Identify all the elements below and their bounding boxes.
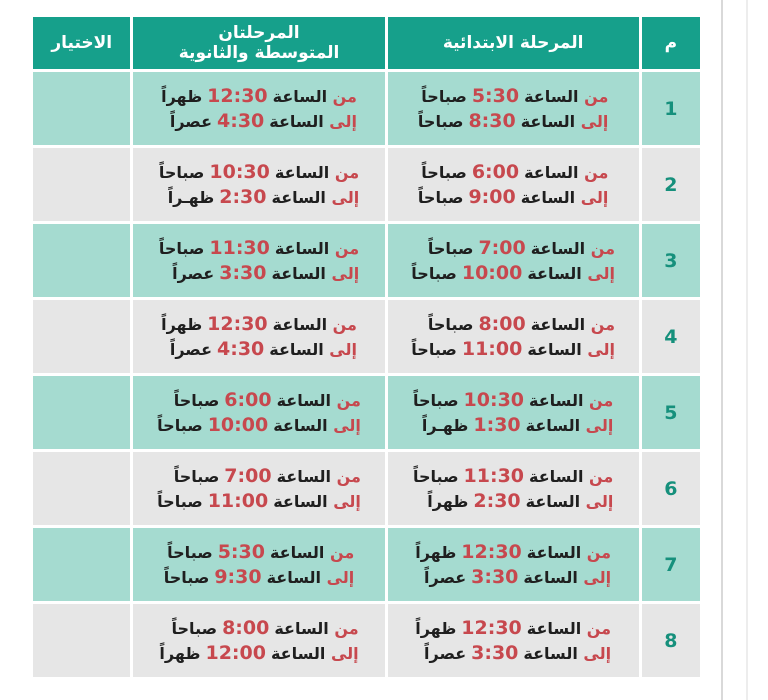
from-word: من <box>589 390 614 410</box>
to-period: صباحاً <box>157 415 203 435</box>
primary-cell <box>388 72 639 145</box>
from-time: 11:30 <box>463 464 525 487</box>
hour-word: الساعة <box>274 238 330 258</box>
to-time: 1:30 <box>473 413 521 436</box>
from-word: من <box>334 162 360 182</box>
primary-cell <box>388 528 639 601</box>
time-range <box>413 388 613 438</box>
to-line <box>164 565 355 590</box>
to-word: إلى <box>580 111 609 131</box>
hour-word: الساعة <box>530 238 586 258</box>
to-time: 10:00 <box>461 261 523 284</box>
to-period: عصراً <box>172 263 215 283</box>
to-word: إلى <box>333 491 361 511</box>
from-line <box>418 160 609 185</box>
hour-word: الساعة <box>269 542 325 562</box>
from-word: من <box>584 162 609 182</box>
from-line <box>157 388 361 413</box>
from-time: 10:30 <box>463 388 525 411</box>
from-line <box>413 388 613 413</box>
hour-word: الساعة <box>529 390 584 410</box>
primary-cell <box>388 300 639 373</box>
time-range <box>161 312 357 362</box>
time-range <box>157 388 361 438</box>
to-time: 4:30 <box>217 109 265 132</box>
row-number: 4 <box>642 300 700 373</box>
hour-word: الساعة <box>273 415 328 435</box>
from-time: 6:00 <box>224 388 272 411</box>
from-time: 5:30 <box>471 84 520 107</box>
header-secondary-line1: المرحلتان <box>218 23 300 43</box>
page-edge-line <box>721 0 723 700</box>
primary-cell <box>388 452 639 525</box>
to-word: إلى <box>585 491 614 511</box>
to-line <box>161 109 357 134</box>
to-period: عصراً <box>169 339 212 359</box>
from-period: صباحاً <box>158 238 205 258</box>
hour-word: الساعة <box>274 162 330 182</box>
from-time: 5:30 <box>217 540 265 563</box>
choice-cell[interactable] <box>33 376 130 449</box>
to-line <box>413 413 613 438</box>
to-period: صباحاً <box>411 339 457 359</box>
header-secondary-line2: المتوسطة والثانوية <box>178 43 340 63</box>
to-time: 2:30 <box>473 489 521 512</box>
primary-cell <box>388 224 639 297</box>
choice-cell[interactable] <box>33 72 130 145</box>
secondary-cell <box>133 528 384 601</box>
choice-cell[interactable] <box>33 604 130 677</box>
hour-word: الساعة <box>272 314 328 334</box>
from-word: من <box>586 542 612 562</box>
choice-cell[interactable] <box>33 452 130 525</box>
from-word: من <box>334 238 360 258</box>
to-time: 10:00 <box>207 413 269 436</box>
to-word: إلى <box>587 263 616 283</box>
from-word: من <box>334 618 359 638</box>
time-range <box>415 540 611 590</box>
from-line <box>415 540 611 565</box>
from-time: 8:00 <box>222 616 270 639</box>
to-line <box>159 641 358 666</box>
from-time: 7:00 <box>478 236 526 259</box>
from-period: صباحاً <box>171 618 218 638</box>
from-word: من <box>586 618 612 638</box>
to-time: 2:30 <box>219 185 267 208</box>
header-primary: المرحلة الابتدائية <box>388 17 639 69</box>
hour-word: الساعة <box>266 567 321 587</box>
primary-cell <box>388 148 639 221</box>
to-period: ظهراً <box>159 643 201 663</box>
to-word: إلى <box>329 339 357 359</box>
from-word: من <box>590 314 616 334</box>
to-line <box>413 489 613 514</box>
hour-word: الساعة <box>270 643 326 663</box>
to-word: إلى <box>580 187 609 207</box>
primary-cell <box>388 376 639 449</box>
time-range <box>418 84 609 134</box>
from-word: من <box>336 466 361 486</box>
to-word: إلى <box>331 263 360 283</box>
from-line <box>159 236 359 261</box>
from-time: 12:30 <box>461 540 522 563</box>
from-time: 10:30 <box>209 160 270 183</box>
hour-word: الساعة <box>520 111 576 131</box>
from-period: صباحاً <box>173 466 220 486</box>
from-word: من <box>589 466 614 486</box>
hour-word: الساعة <box>525 415 581 435</box>
to-line <box>157 413 361 438</box>
secondary-cell <box>133 72 384 145</box>
choice-cell[interactable] <box>33 224 130 297</box>
to-period: صباحاً <box>417 111 464 131</box>
to-time: 11:00 <box>461 337 523 360</box>
to-time: 9:00 <box>468 185 516 208</box>
to-line <box>415 641 611 666</box>
to-time: 3:30 <box>219 261 267 284</box>
to-period: صباحاً <box>163 567 210 587</box>
from-time: 12:30 <box>207 312 268 335</box>
from-line <box>413 464 613 489</box>
to-period: عصراً <box>424 643 467 663</box>
to-period: صباحاً <box>417 187 464 207</box>
to-word: إلى <box>585 415 614 435</box>
table-row <box>33 300 700 373</box>
table-row <box>33 72 700 145</box>
hour-word: الساعة <box>271 263 326 283</box>
secondary-cell <box>133 604 384 677</box>
from-period: صباحاً <box>421 162 467 182</box>
to-time: 9:30 <box>214 565 262 588</box>
to-period: صباحاً <box>157 491 203 511</box>
from-time: 11:30 <box>209 236 270 259</box>
hour-word: الساعة <box>271 187 326 207</box>
to-line <box>161 337 357 362</box>
hour-word: الساعة <box>524 162 579 182</box>
to-period: ظهـراً <box>167 187 215 207</box>
hour-word: الساعة <box>527 339 582 359</box>
secondary-cell <box>133 148 384 221</box>
schedule-body <box>33 72 700 677</box>
to-line <box>411 337 615 362</box>
header-row <box>33 17 700 69</box>
from-time: 8:00 <box>478 312 526 335</box>
time-range <box>411 312 615 362</box>
to-time: 11:00 <box>207 489 269 512</box>
to-word: إلى <box>329 111 357 131</box>
time-range <box>413 464 613 514</box>
from-period: صباحاً <box>421 86 467 106</box>
to-word: إلى <box>583 567 612 587</box>
secondary-cell <box>133 224 384 297</box>
to-line <box>411 261 615 286</box>
from-time: 12:30 <box>461 616 522 639</box>
from-line <box>159 616 358 641</box>
primary-cell <box>388 604 639 677</box>
from-period: صباحاً <box>158 162 205 182</box>
row-number: 7 <box>642 528 700 601</box>
from-word: من <box>590 238 616 258</box>
header-number: م <box>642 17 700 69</box>
header-choice: الاختيار <box>33 17 130 69</box>
from-word: من <box>584 86 609 106</box>
from-word: من <box>332 86 357 106</box>
to-line <box>418 109 609 134</box>
hour-word: الساعة <box>525 491 581 511</box>
row-number: 6 <box>642 452 700 525</box>
from-time: 12:30 <box>207 84 268 107</box>
hour-word: الساعة <box>269 111 324 131</box>
hour-word: الساعة <box>274 618 329 638</box>
table-row <box>33 528 700 601</box>
secondary-cell <box>133 300 384 373</box>
from-word: من <box>329 542 355 562</box>
secondary-cell <box>133 376 384 449</box>
to-time: 3:30 <box>471 641 519 664</box>
to-line <box>159 261 359 286</box>
from-line <box>415 616 611 641</box>
from-line <box>411 236 615 261</box>
hour-word: الساعة <box>530 314 586 334</box>
hour-word: الساعة <box>269 339 324 359</box>
time-range <box>157 464 361 514</box>
hour-word: الساعة <box>524 86 579 106</box>
from-period: صباحاً <box>412 466 459 486</box>
time-range <box>159 160 359 210</box>
from-line <box>164 540 355 565</box>
hour-word: الساعة <box>527 263 582 283</box>
time-range <box>159 236 359 286</box>
table-row <box>33 376 700 449</box>
from-period: صباحاً <box>167 542 213 562</box>
hour-word: الساعة <box>523 567 578 587</box>
table-row <box>33 224 700 297</box>
to-word: إلى <box>331 187 360 207</box>
to-word: إلى <box>330 643 359 663</box>
row-number: 3 <box>642 224 700 297</box>
time-range <box>411 236 615 286</box>
to-word: إلى <box>587 339 616 359</box>
to-time: 4:30 <box>217 337 265 360</box>
choice-cell[interactable] <box>33 528 130 601</box>
to-period: ظهـراً <box>421 415 469 435</box>
to-line <box>415 565 611 590</box>
row-number: 5 <box>642 376 700 449</box>
time-range <box>418 160 609 210</box>
secondary-cell <box>133 452 384 525</box>
choice-cell[interactable] <box>33 300 130 373</box>
time-range <box>164 540 355 590</box>
from-period: صباحاً <box>173 390 220 410</box>
schedule-table <box>30 14 703 680</box>
hour-word: الساعة <box>273 491 328 511</box>
table-row <box>33 148 700 221</box>
to-word: إلى <box>583 643 612 663</box>
time-range <box>159 616 358 666</box>
from-word: من <box>332 314 357 334</box>
from-period: صباحاً <box>412 390 459 410</box>
hour-word: الساعة <box>529 466 584 486</box>
from-period: صباحاً <box>427 238 474 258</box>
from-line <box>161 84 357 109</box>
to-period: عصراً <box>424 567 467 587</box>
from-line <box>418 84 609 109</box>
from-period: ظهراً <box>161 314 203 334</box>
from-time: 6:00 <box>471 160 520 183</box>
hour-word: الساعة <box>526 618 582 638</box>
header-secondary <box>133 17 384 69</box>
choice-cell[interactable] <box>33 148 130 221</box>
hour-word: الساعة <box>523 643 578 663</box>
to-time: 12:00 <box>205 641 266 664</box>
row-number: 1 <box>642 72 700 145</box>
hour-word: الساعة <box>526 542 582 562</box>
hour-word: الساعة <box>276 466 331 486</box>
to-period: عصراً <box>169 111 212 131</box>
table-row <box>33 604 700 677</box>
row-number: 2 <box>642 148 700 221</box>
page-edge-line-outer <box>746 0 748 700</box>
to-line <box>159 185 359 210</box>
from-period: صباحاً <box>427 314 474 334</box>
from-period: ظهراً <box>415 542 457 562</box>
time-range <box>415 616 611 666</box>
hour-word: الساعة <box>272 86 328 106</box>
from-line <box>161 312 357 337</box>
hour-word: الساعة <box>520 187 576 207</box>
to-period: ظهراً <box>427 491 469 511</box>
from-period: ظهراً <box>161 86 203 106</box>
to-period: صباحاً <box>411 263 457 283</box>
from-line <box>157 464 361 489</box>
to-line <box>157 489 361 514</box>
hour-word: الساعة <box>276 390 331 410</box>
from-time: 7:00 <box>224 464 272 487</box>
from-word: من <box>336 390 361 410</box>
from-line <box>411 312 615 337</box>
row-number: 8 <box>642 604 700 677</box>
to-word: إلى <box>333 415 361 435</box>
from-period: ظهراً <box>415 618 457 638</box>
table-row <box>33 452 700 525</box>
to-time: 3:30 <box>471 565 519 588</box>
time-range <box>161 84 357 134</box>
to-word: إلى <box>326 567 355 587</box>
to-time: 8:30 <box>468 109 516 132</box>
to-line <box>418 185 609 210</box>
from-line <box>159 160 359 185</box>
